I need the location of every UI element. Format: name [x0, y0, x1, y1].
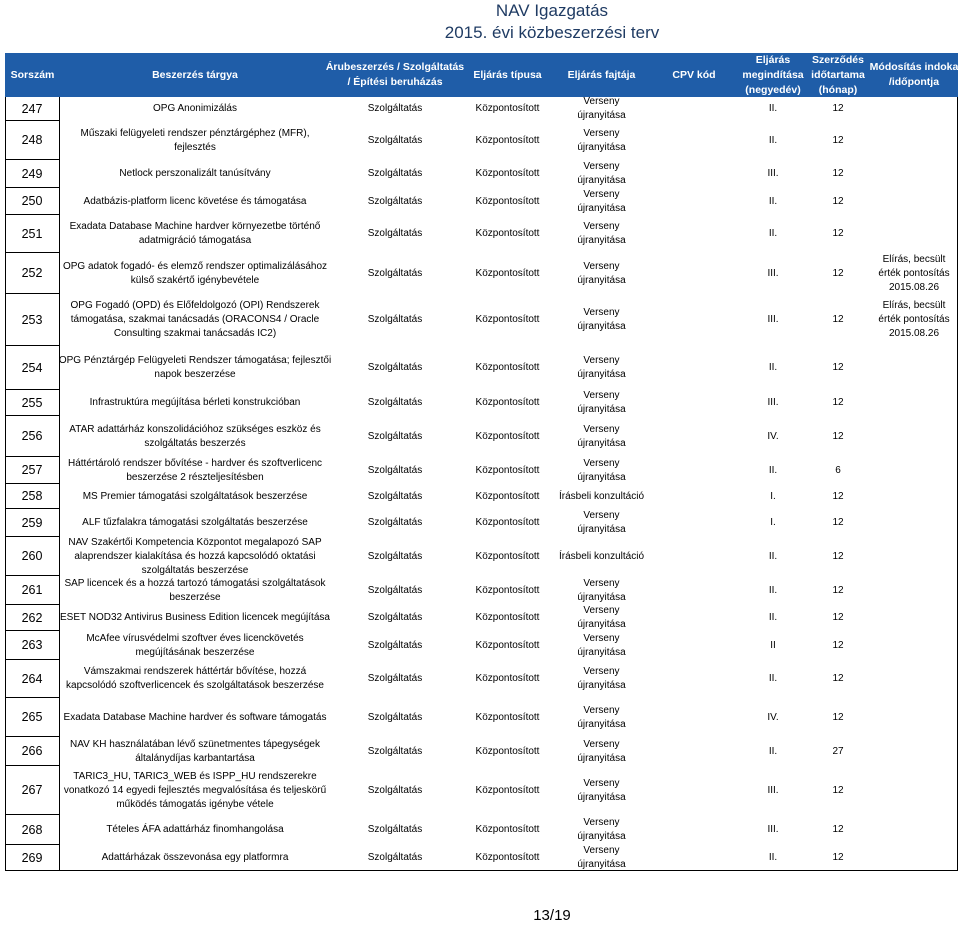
start-quarter: II.	[768, 612, 778, 623]
procedure-kind: Verseny újranyitása	[577, 577, 626, 603]
table-row	[5, 537, 958, 576]
procedure-type: Központosított	[475, 314, 540, 325]
procurement-subject: Tételes ÁFA adattárház finomhangolása	[106, 824, 284, 835]
cpv-code	[648, 698, 740, 737]
modification-reason	[870, 484, 958, 509]
procedure-type: Központosított	[475, 490, 540, 502]
contract-duration: 6	[835, 464, 841, 476]
column-header-modification: Módosítás indoka /időpontja	[869, 61, 959, 88]
row-number: 263	[5, 631, 60, 660]
procedure-kind: Verseny újranyitása	[577, 457, 626, 483]
cpv-code	[648, 737, 740, 766]
procurement-category: Szolgáltatás	[367, 195, 423, 207]
procedure-kind: Verseny újranyitása	[577, 355, 626, 380]
table-row	[5, 97, 958, 121]
procurement-category: Szolgáltatás	[367, 784, 423, 796]
row-number: 259	[5, 509, 60, 537]
start-quarter: III.	[767, 784, 779, 796]
start-quarter: II.	[768, 550, 778, 562]
start-quarter: III.	[767, 168, 779, 179]
column-header-number: Sorszám	[10, 68, 55, 81]
row-number: 258	[5, 484, 60, 509]
row-number: 248	[5, 121, 60, 160]
procurement-subject: Exadata Database Machine hardver és software támogatás	[63, 711, 327, 723]
cpv-code	[648, 457, 740, 484]
modification-reason	[870, 416, 958, 457]
start-quarter: II.	[768, 103, 778, 114]
modification-reason	[870, 660, 958, 698]
table-row	[5, 605, 958, 631]
row-number: 255	[5, 390, 60, 416]
procurement-subject: OPG Pénztárgép Felügyeleti Rendszer támogatása; fejlesztői napok beszerzése	[58, 355, 332, 380]
table-row	[5, 160, 958, 188]
modification-reason	[870, 576, 958, 605]
start-quarter: II.	[768, 584, 778, 596]
procedure-kind: Verseny újranyitása	[577, 307, 626, 332]
procurement-subject: OPG Fogadó (OPD) és Előfeldolgozó (OPI) Rendszerek támogatása, szakmai tanácsadás (ORACONS4 / Oracle Consulting szakmai tanácsadás IC2)	[70, 300, 320, 339]
cpv-code	[648, 766, 740, 815]
row-number: 249	[5, 160, 60, 188]
procurement-category: Szolgáltatás	[367, 745, 423, 757]
procedure-type: Központosított	[475, 397, 540, 408]
procurement-subject: OPG Anonimizálás	[153, 103, 237, 114]
cpv-code	[648, 660, 740, 698]
row-number: 257	[5, 457, 60, 484]
row-number: 266	[5, 737, 60, 766]
modification-reason	[870, 188, 958, 215]
contract-duration: 12	[832, 711, 844, 723]
procedure-kind: Verseny újranyitása	[577, 260, 626, 286]
modification-reason	[870, 457, 958, 484]
procedure-kind: Írásbeli konzultáció	[558, 490, 645, 502]
procedure-kind: Verseny újranyitása	[577, 423, 626, 449]
start-quarter: I.	[770, 490, 776, 502]
modification-reason: Elírás, becsült érték pontosítás 2015.08.26	[878, 253, 950, 293]
table-row	[5, 576, 958, 605]
procurement-subject: ALF tűzfalakra támogatási szolgáltatás beszerzése	[82, 517, 308, 528]
row-number: 252	[5, 253, 60, 294]
procurement-subject: OPG adatok fogadó- és elemző rendszer optimalizálásához külső szakértő igénybevétele	[62, 260, 328, 286]
procurement-category: Szolgáltatás	[367, 267, 423, 279]
cpv-code	[648, 346, 740, 390]
procedure-kind: Verseny újranyitása	[577, 666, 626, 691]
procedure-type: Központosított	[475, 673, 540, 684]
start-quarter: III.	[767, 267, 779, 279]
procurement-subject: Netlock perszonalizált tanúsítvány	[119, 168, 271, 179]
procedure-kind: Verseny újranyitása	[577, 605, 626, 630]
procedure-type: Központosított	[475, 103, 540, 114]
contract-duration: 12	[832, 267, 844, 279]
contract-duration: 12	[832, 824, 844, 835]
contract-duration: 12	[832, 228, 844, 239]
cpv-code	[648, 253, 740, 294]
contract-duration: 12	[832, 397, 844, 408]
start-quarter: III.	[767, 824, 779, 835]
contract-duration: 12	[832, 134, 844, 146]
procurement-category: Szolgáltatás	[367, 397, 423, 408]
procurement-category: Szolgáltatás	[367, 490, 423, 502]
procurement-category: Szolgáltatás	[367, 711, 423, 723]
modification-reason: Elírás, becsült érték pontosítás 2015.08.26	[878, 300, 950, 339]
row-number: 268	[5, 815, 60, 845]
cpv-code	[648, 416, 740, 457]
procedure-type: Központosított	[475, 784, 540, 796]
row-number: 264	[5, 660, 60, 698]
table-row	[5, 815, 958, 845]
contract-duration: 27	[832, 745, 844, 757]
contract-duration: 12	[832, 168, 844, 179]
start-quarter: II.	[768, 673, 778, 684]
modification-reason	[870, 815, 958, 845]
start-quarter: II.	[768, 852, 778, 863]
contract-duration: 12	[832, 639, 844, 651]
cpv-code	[648, 815, 740, 845]
procedure-kind: Verseny újranyitása	[577, 510, 626, 535]
procurement-subject: Vámszakmai rendszerek háttértár bővítése, hozzá kapcsolódó szoftverlicencek és szolgáltatások beszerzése	[66, 666, 324, 691]
row-number: 254	[5, 346, 60, 390]
procedure-type: Központosított	[475, 550, 540, 562]
row-number: 262	[5, 605, 60, 631]
procurement-subject: MS Premier támogatási szolgáltatások beszerzése	[82, 490, 308, 502]
start-quarter: I.	[770, 517, 776, 528]
procedure-kind: Verseny újranyitása	[577, 817, 626, 842]
contract-duration: 12	[832, 550, 844, 562]
cpv-code	[648, 188, 740, 215]
procedure-type: Központosított	[475, 168, 540, 179]
modification-reason	[870, 346, 958, 390]
row-number: 247	[5, 97, 60, 121]
modification-reason	[870, 631, 958, 660]
start-quarter: IV.	[767, 711, 779, 723]
modification-reason	[870, 97, 958, 121]
column-header-category: Árubeszerzés / Szolgáltatás / Építési beruházás	[325, 61, 465, 88]
procedure-type: Központosított	[475, 584, 540, 596]
table-row	[5, 660, 958, 698]
start-quarter: II.	[768, 362, 778, 373]
procurement-category: Szolgáltatás	[367, 639, 423, 651]
contract-duration: 12	[832, 584, 844, 596]
procedure-type: Központosított	[475, 639, 540, 651]
table-row	[5, 509, 958, 537]
procurement-category: Szolgáltatás	[367, 168, 423, 179]
contract-duration: 12	[832, 490, 844, 502]
organization-title: NAV Igazgatás	[495, 1, 609, 20]
column-header-quarter: Eljárás megindítása (negyedév)	[742, 53, 804, 96]
row-number: 267	[5, 766, 60, 815]
table-row	[5, 631, 958, 660]
table-row	[5, 698, 958, 737]
contract-duration: 12	[832, 517, 844, 528]
modification-reason	[870, 845, 958, 871]
procedure-type: Központosított	[475, 517, 540, 528]
procurement-category: Szolgáltatás	[367, 852, 423, 863]
procurement-subject: Adatbázis-platform licenc követése és támogatása	[83, 195, 307, 207]
start-quarter: II.	[768, 134, 778, 146]
procurement-category: Szolgáltatás	[367, 673, 423, 684]
contract-duration: 12	[832, 430, 844, 442]
contract-duration: 12	[832, 673, 844, 684]
column-header-kind: Eljárás fajtája	[567, 68, 636, 81]
cpv-code	[648, 390, 740, 416]
procedure-type: Központosított	[475, 711, 540, 723]
start-quarter: II.	[768, 745, 778, 757]
cpv-code	[648, 576, 740, 605]
modification-reason	[870, 509, 958, 537]
procurement-category: Szolgáltatás	[367, 314, 423, 325]
procurement-category: Szolgáltatás	[367, 228, 423, 239]
procurement-subject: NAV Szakértői Kompetencia Központot megalapozó SAP alaprendszer kialakítása és hozzá kapcsolódó oktatási szolgáltatás beszerzése	[68, 536, 322, 576]
procurement-subject: Adattárházak összevonása egy platformra	[101, 852, 289, 863]
cpv-code	[648, 97, 740, 121]
procurement-subject: SAP licencek és a hozzá tartozó támogatási szolgáltatások beszerzése	[64, 577, 326, 603]
procedure-type: Központosított	[475, 228, 540, 239]
start-quarter: III.	[767, 397, 779, 408]
table-row	[5, 457, 958, 484]
procedure-kind: Verseny újranyitása	[577, 738, 626, 764]
procurement-category: Szolgáltatás	[367, 103, 423, 114]
start-quarter: III.	[767, 314, 779, 325]
procurement-subject: Műszaki felügyeleti rendszer pénztárgéphez (MFR), fejlesztés	[80, 127, 310, 153]
procurement-subject: McAfee vírusvédelmi szoftver éves licenckövetés megújításának beszerzése	[86, 632, 304, 658]
cpv-code	[648, 509, 740, 537]
table-row	[5, 188, 958, 215]
modification-reason	[870, 390, 958, 416]
cpv-code	[648, 121, 740, 160]
procurement-category: Szolgáltatás	[367, 612, 423, 623]
procedure-type: Központosított	[475, 267, 540, 279]
cpv-code	[648, 605, 740, 631]
procedure-kind: Verseny újranyitása	[577, 221, 626, 246]
cpv-code	[648, 845, 740, 871]
procedure-kind: Verseny újranyitása	[577, 845, 626, 870]
table-row	[5, 484, 958, 509]
start-quarter: II	[770, 639, 776, 651]
contract-duration: 12	[832, 314, 844, 325]
table-row	[5, 390, 958, 416]
column-header-subject: Beszerzés tárgya	[152, 68, 238, 81]
procedure-kind: Verseny újranyitása	[577, 632, 626, 658]
row-number: 269	[5, 845, 60, 871]
row-number: 256	[5, 416, 60, 457]
procurement-category: Szolgáltatás	[367, 464, 423, 476]
table-row	[5, 766, 958, 815]
modification-reason	[870, 215, 958, 253]
column-header-duration: Szerződés időtartama (hónap)	[811, 53, 865, 96]
cpv-code	[648, 294, 740, 346]
row-number: 253	[5, 294, 60, 346]
procurement-category: Szolgáltatás	[367, 430, 423, 442]
table-row	[5, 215, 958, 253]
procedure-kind: Verseny újranyitása	[577, 704, 626, 730]
procedure-type: Központosított	[475, 745, 540, 757]
modification-reason	[870, 605, 958, 631]
procurement-plan-table	[5, 53, 958, 871]
document-title	[352, 0, 752, 44]
column-header-cpv: CPV kód	[672, 68, 716, 81]
contract-duration: 12	[832, 612, 844, 623]
procedure-type: Központosított	[475, 824, 540, 835]
modification-reason	[870, 737, 958, 766]
procurement-subject: Háttértároló rendszer bővítése - hardver és szoftverlicenc beszerzése 2 részteljesítésben	[68, 457, 322, 483]
procedure-type: Központosított	[475, 852, 540, 863]
cpv-code	[648, 215, 740, 253]
cpv-code	[648, 484, 740, 509]
plan-subtitle: 2015. évi közbeszerzési terv	[444, 23, 660, 42]
procurement-subject: NAV KH használatában lévő szünetmentes tápegységek általánydíjas karbantartása	[70, 738, 320, 764]
procedure-kind: Verseny újranyitása	[577, 777, 626, 803]
procurement-category: Szolgáltatás	[367, 584, 423, 596]
modification-reason	[870, 766, 958, 815]
procedure-kind: Verseny újranyitása	[577, 161, 626, 186]
procedure-type: Központosított	[475, 430, 540, 442]
procedure-kind: Verseny újranyitása	[577, 188, 626, 214]
modification-reason	[870, 160, 958, 188]
procedure-kind: Verseny újranyitása	[577, 390, 626, 415]
modification-reason	[870, 121, 958, 160]
cpv-code	[648, 537, 740, 576]
start-quarter: II.	[768, 195, 778, 207]
page-number: 13/19	[533, 907, 571, 924]
contract-duration: 12	[832, 784, 844, 796]
procurement-category: Szolgáltatás	[367, 824, 423, 835]
contract-duration: 12	[832, 362, 844, 373]
procurement-subject: Infrastruktúra megújítása bérleti konstrukcióban	[89, 397, 301, 408]
start-quarter: II.	[768, 464, 778, 476]
table-row	[5, 253, 958, 294]
procedure-type: Központosított	[475, 362, 540, 373]
procurement-subject: TARIC3_HU, TARIC3_WEB és ISPP_HU rendszerekre vonatkozó 14 egyedi fejlesztés megvalósítása és teljeskörű működés támogatás igénybe vétele	[63, 770, 327, 810]
procurement-category: Szolgáltatás	[367, 550, 423, 562]
procedure-kind: Írásbeli konzultáció	[558, 550, 645, 562]
table-row	[5, 346, 958, 390]
table-header-row	[5, 53, 958, 97]
table-row	[5, 737, 958, 766]
procedure-type: Központosított	[475, 464, 540, 476]
column-header-type: Eljárás típusa	[473, 68, 542, 81]
procedure-type: Központosított	[475, 612, 540, 623]
contract-duration: 12	[832, 103, 844, 114]
row-number: 260	[5, 537, 60, 576]
procurement-subject: ESET NOD32 Antivirus Business Edition licencek megújítása	[60, 612, 330, 623]
row-number: 250	[5, 188, 60, 215]
contract-duration: 12	[832, 195, 844, 207]
table-row	[5, 294, 958, 346]
start-quarter: IV.	[767, 430, 779, 442]
procedure-type: Központosított	[475, 134, 540, 146]
row-number: 261	[5, 576, 60, 605]
table-row	[5, 845, 958, 871]
procedure-kind: Verseny újranyitása	[577, 96, 626, 121]
start-quarter: II.	[768, 228, 778, 239]
procedure-kind: Verseny újranyitása	[577, 127, 626, 153]
procedure-type: Központosított	[475, 195, 540, 207]
modification-reason	[870, 537, 958, 576]
row-number: 251	[5, 215, 60, 253]
procurement-subject: Exadata Database Machine hardver környezetbe történő adatmigráció támogatása	[69, 221, 321, 246]
procurement-subject: ATAR adattárház konszolidációhoz szükséges eszköz és szolgáltatás beszerzés	[69, 423, 321, 449]
row-number: 265	[5, 698, 60, 737]
table-row	[5, 121, 958, 160]
contract-duration: 12	[832, 852, 844, 863]
procurement-category: Szolgáltatás	[367, 362, 423, 373]
cpv-code	[648, 160, 740, 188]
table-body	[5, 97, 958, 871]
procurement-category: Szolgáltatás	[367, 134, 423, 146]
table-row	[5, 416, 958, 457]
cpv-code	[648, 631, 740, 660]
modification-reason	[870, 698, 958, 737]
procurement-category: Szolgáltatás	[367, 517, 423, 528]
